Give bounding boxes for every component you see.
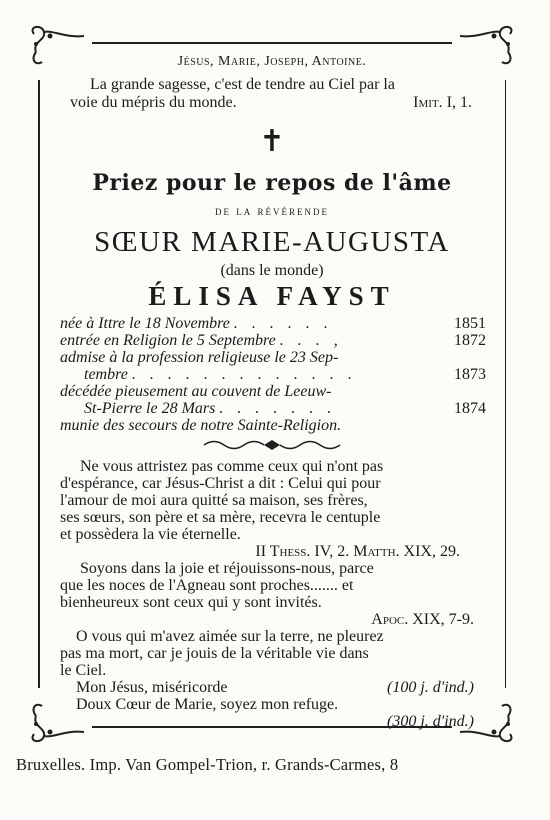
event-death-dots: . . . . . . .	[219, 400, 337, 417]
scripture-p3-line-2: pas ma mort, car je jouis de la véritable vie dans	[60, 645, 369, 662]
memorial-card	[32, 30, 512, 738]
scripture-p2-line-1: Soyons dans la joie et réjouissons-nous, parce	[80, 560, 374, 577]
scripture-p1-line-1: Ne vous attristez pas comme ceux qui n'ont pas	[80, 458, 384, 475]
sister-name: SŒUR MARIE-AUGUSTA	[94, 226, 450, 258]
scripture-ref-2: Apoc. XIX, 7-9.	[371, 611, 474, 628]
event-profession-text: tembre	[84, 366, 128, 383]
cross-icon: ✝	[259, 125, 285, 158]
scripture-p2-line-3: bienheureux sont ceux qui y sont invités.	[60, 594, 322, 611]
scripture-p3-line-3: le Ciel.	[60, 662, 107, 679]
event-entry-dots: . . . ,	[279, 332, 343, 349]
frame-top-line	[92, 42, 452, 44]
indulgence-days-2: (300 j. d'ind.)	[387, 713, 474, 730]
scripture-p1-line-5: et possèdera la vie éternelle.	[60, 526, 241, 543]
reverend-line: de la révérende	[215, 203, 329, 218]
divider-ornament-icon	[202, 438, 342, 452]
event-birth-year: 1851	[454, 315, 486, 332]
event-entry-text: entrée en Religion le 5 Septembre	[60, 332, 276, 349]
event-death-line-2	[84, 400, 486, 418]
in-world-note: (dans le monde)	[220, 262, 324, 279]
event-profession-line-2	[84, 366, 486, 384]
scripture-p1-line-2: d'espérance, car Jésus-Christ a dit : Celui qui pour	[60, 475, 381, 492]
birth-name: ÉLISA FAYST	[148, 281, 396, 311]
event-sacraments: munie des secours de notre Sainte-Religion.	[60, 417, 342, 434]
quote-line-1: La grande sagesse, c'est de tendre au Ciel par la	[90, 76, 395, 93]
printer-footer: Bruxelles. Imp. Van Gompel-Trion, r. Grands-Carmes, 8	[16, 755, 399, 774]
scripture-p3-line-1: O vous qui m'avez aimée sur la terre, ne pleurez	[76, 628, 384, 645]
event-profession-line-1: admise à la profession religieuse le 23 Sep-	[60, 349, 339, 366]
event-entry	[60, 332, 486, 350]
event-death-line-1: décédée pieusement au couvent de Leeuw-	[60, 383, 332, 400]
event-entry-year: 1872	[454, 332, 486, 349]
indulgence-prayer-2: Doux Cœur de Marie, soyez mon refuge.	[76, 696, 339, 713]
indulgence-prayer-1: Mon Jésus, miséricorde	[76, 679, 228, 696]
event-death-text: St-Pierre le 28 Mars	[84, 400, 216, 417]
event-birth	[60, 315, 486, 333]
scripture-ref-1: II Thess. IV, 2. Matth. XIX, 29.	[255, 543, 460, 560]
event-birth-dots: . . . . . .	[233, 315, 333, 332]
event-profession-dots: . . . . . . . . . . . . .	[131, 366, 357, 383]
scripture-p1-line-4: ses sœurs, son père et sa mère, recevra le centuple	[60, 509, 381, 526]
indulgence-days-1: (100 j. d'ind.)	[387, 679, 474, 696]
scripture-p2-line-2: que les noces de l'Agneau sont proches....... et	[60, 577, 354, 594]
invocation-heading: Priez pour le repos de l'âme	[92, 170, 452, 196]
event-death-year: 1874	[454, 400, 486, 417]
quote-reference: Imit. I, 1.	[413, 94, 472, 111]
scripture-p1-line-3: l'amour de moi aura quitté sa maison, ses frères,	[60, 492, 368, 509]
holy-names: Jésus, Marie, Joseph, Antoine.	[177, 54, 367, 69]
quote-line-2: voie du mépris du monde.	[70, 94, 237, 111]
event-birth-text: née à Ittre le 18 Novembre	[60, 315, 230, 332]
event-profession-year: 1873	[454, 366, 486, 383]
